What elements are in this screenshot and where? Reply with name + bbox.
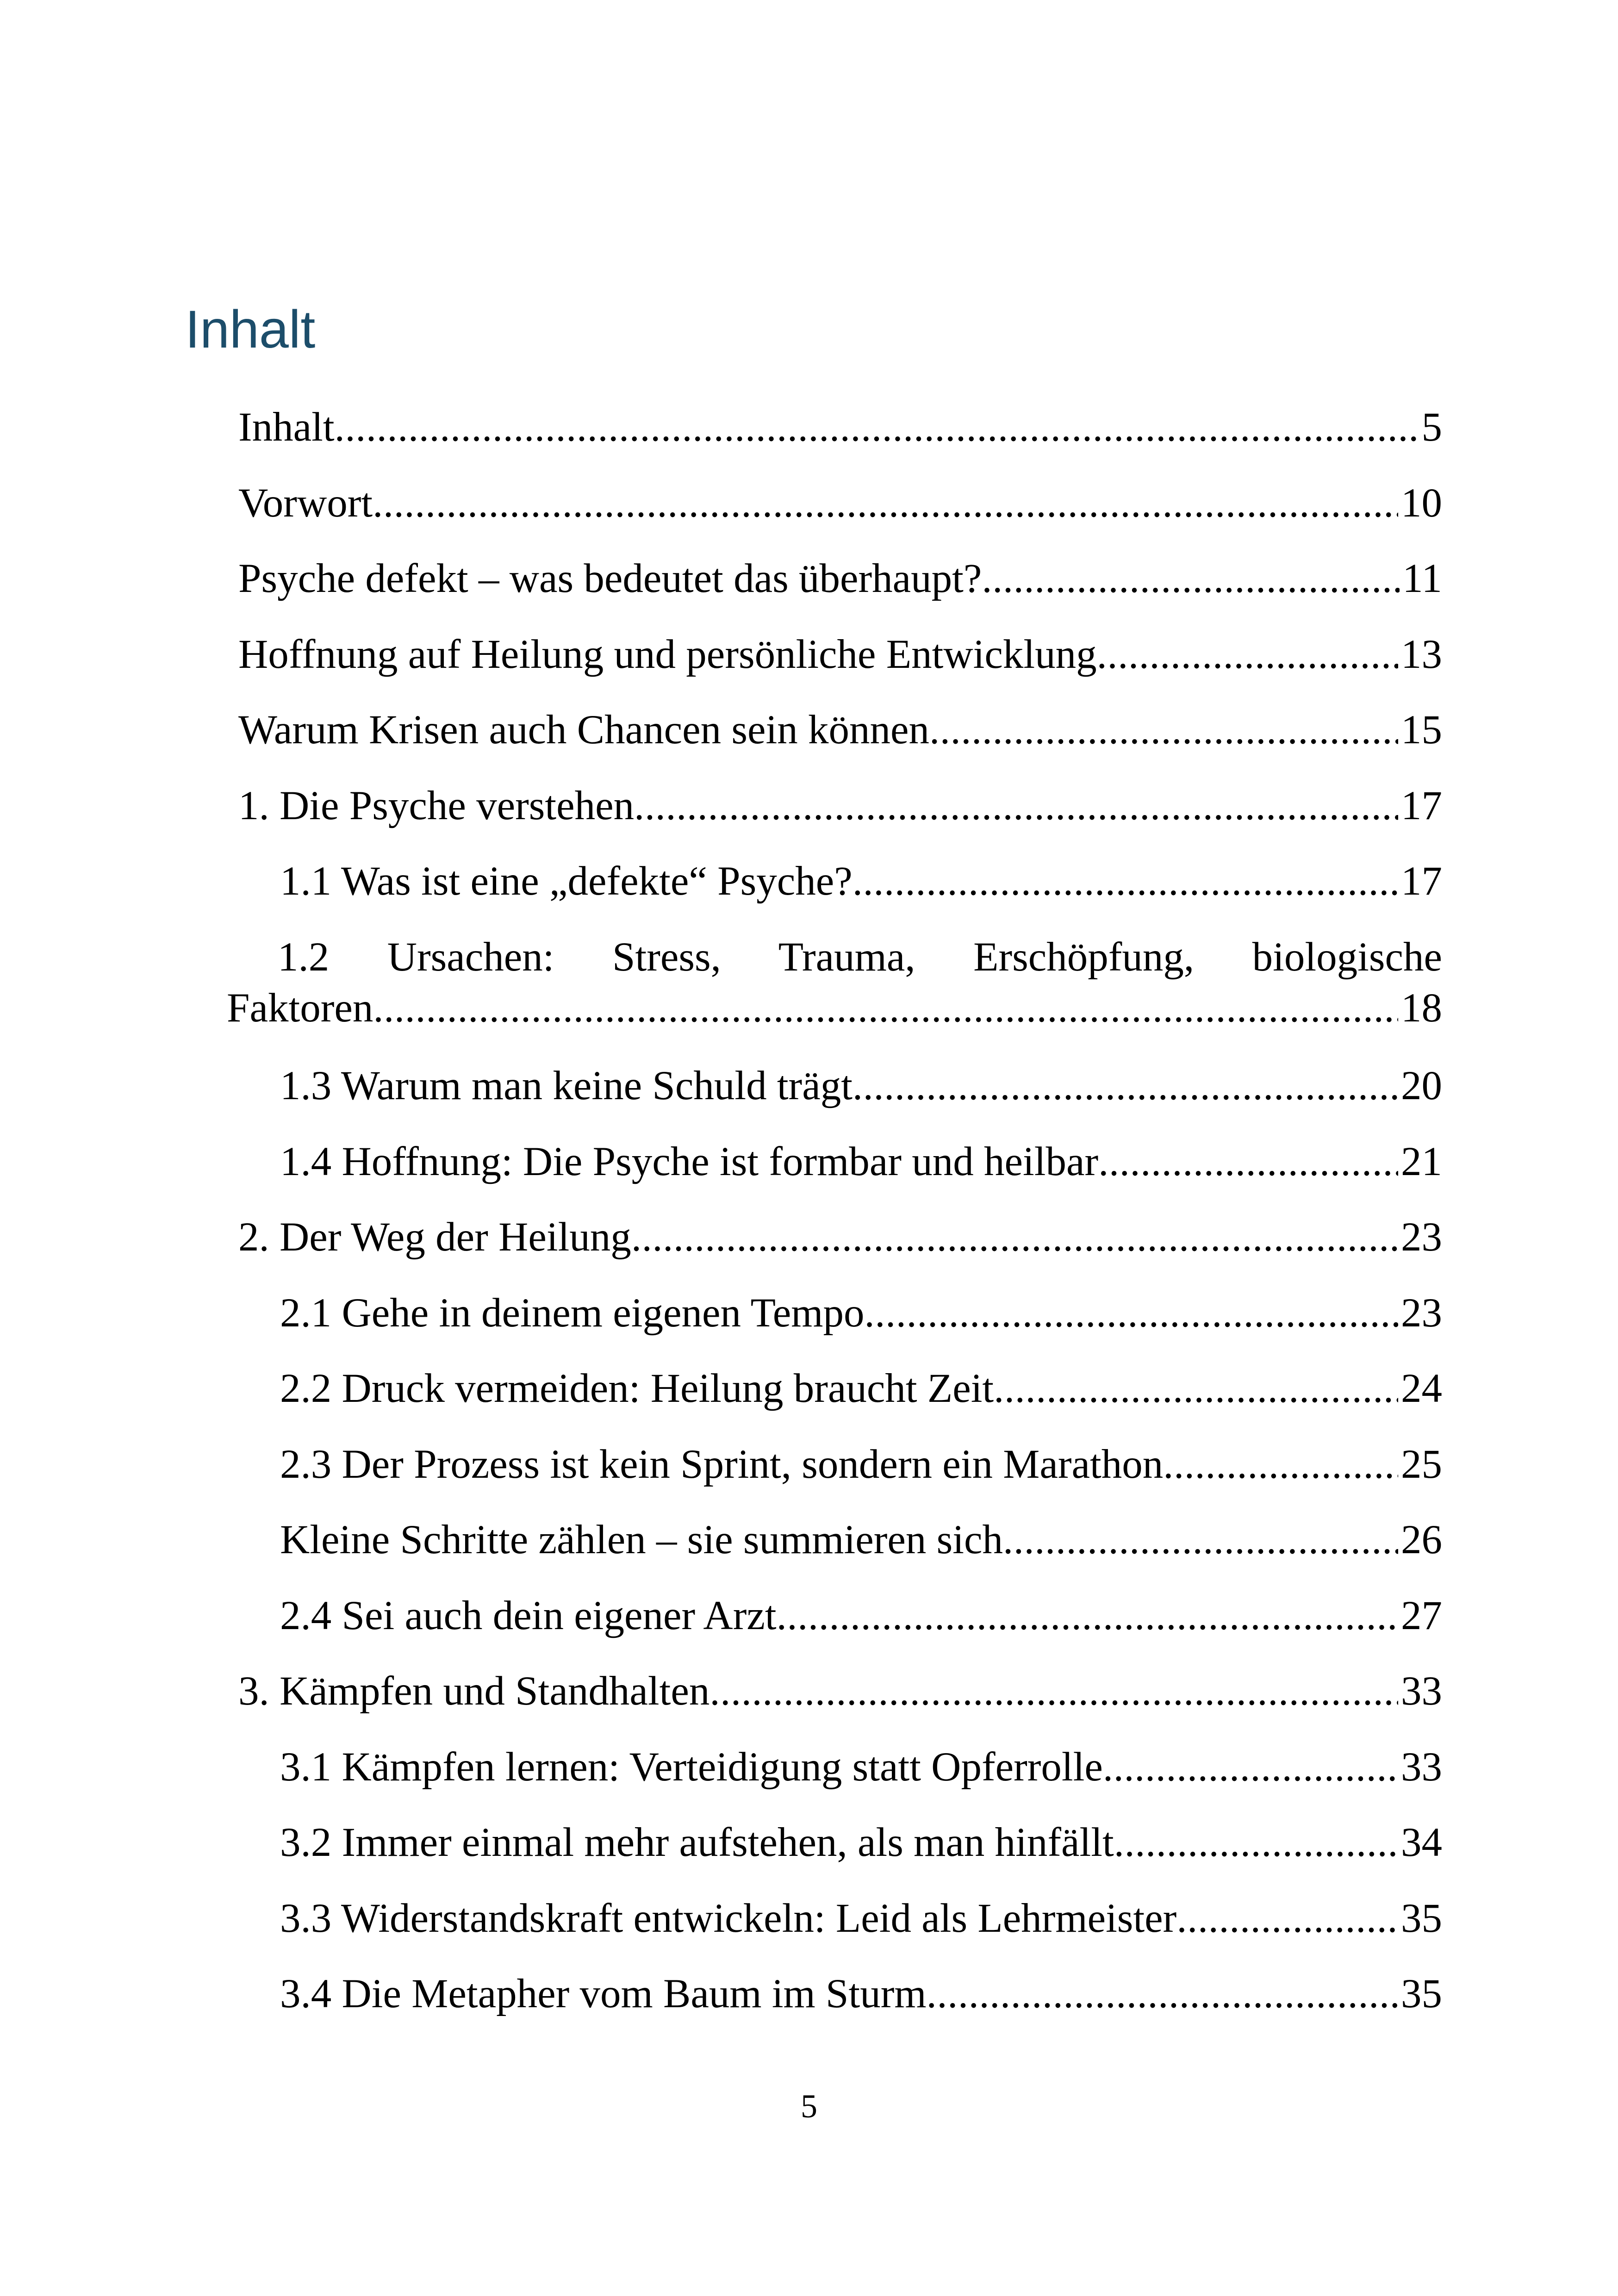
toc-entry[interactable] xyxy=(280,1742,1442,1792)
toc-entry[interactable] xyxy=(238,780,1442,831)
toc-entry[interactable] xyxy=(280,856,1442,907)
dot-leader xyxy=(777,1590,1398,1641)
toc-entry-title: Hoffnung auf Heilung und persönliche Entwicklung xyxy=(238,631,1097,677)
toc-entry-page: 23 xyxy=(1401,1214,1442,1260)
toc-entry-title: 2.1 Gehe in deinem eigenen Tempo xyxy=(280,1290,865,1336)
page-number: 5 xyxy=(801,2088,817,2125)
toc-entry[interactable] xyxy=(238,1212,1442,1263)
toc-entry-title: 1.1 Was ist eine „defekte“ Psyche? xyxy=(280,859,853,904)
dot-leader xyxy=(1097,629,1398,680)
dot-leader xyxy=(1114,1817,1398,1868)
toc-entry[interactable] xyxy=(238,704,1442,755)
toc-entry[interactable] xyxy=(280,1439,1442,1490)
dot-leader xyxy=(994,1363,1398,1414)
toc-entry-title: 3.4 Die Metapher vom Baum im Sturm xyxy=(280,1971,927,2016)
toc-entry[interactable] xyxy=(280,1060,1442,1111)
toc-entry-page: 23 xyxy=(1401,1290,1442,1336)
dot-leader xyxy=(1098,1136,1398,1187)
toc-entry[interactable] xyxy=(238,629,1442,680)
toc-entry-page: 24 xyxy=(1401,1366,1442,1411)
toc-entry-title: Vorwort xyxy=(238,480,373,526)
toc-entry-page: 35 xyxy=(1401,1971,1442,2016)
dot-leader xyxy=(1176,1893,1398,1944)
toc-entry[interactable] xyxy=(280,1514,1442,1565)
dot-leader xyxy=(1103,1742,1398,1792)
toc-entry-title: 3.3 Widerstandskraft entwickeln: Leid als Lehrmeister xyxy=(280,1895,1177,1941)
toc-entry[interactable] xyxy=(238,1666,1442,1717)
toc-entry-page: 5 xyxy=(1421,404,1442,450)
toc-entry-page: 13 xyxy=(1401,631,1442,677)
toc-heading: Inhalt xyxy=(185,300,316,359)
toc-entry-title: 1.3 Warum man keine Schuld trägt xyxy=(280,1063,853,1108)
toc-entry[interactable] xyxy=(280,1968,1442,2019)
toc-entry-page: 11 xyxy=(1402,556,1442,601)
toc-entry-page: 20 xyxy=(1401,1063,1442,1108)
dot-leader xyxy=(1003,1514,1398,1565)
toc-entry-page: 25 xyxy=(1401,1441,1442,1487)
toc-entry[interactable] xyxy=(238,402,1442,453)
toc-entry-title: Psyche defekt – was bedeutet das überhaupt? xyxy=(238,556,982,601)
toc-entry-title: 2.2 Druck vermeiden: Heilung braucht Zeit xyxy=(280,1366,994,1411)
dot-leader xyxy=(373,983,1398,1033)
toc-entry[interactable] xyxy=(280,1136,1442,1187)
toc-entry-title: Inhalt xyxy=(238,404,335,450)
dot-leader xyxy=(864,1288,1398,1338)
toc-entry-page: 17 xyxy=(1401,859,1442,904)
toc-entry-page: 27 xyxy=(1401,1593,1442,1638)
toc-entry-title: 2. Der Weg der Heilung xyxy=(238,1214,631,1260)
toc-entry-page: 18 xyxy=(1401,985,1442,1031)
toc-entry-page: 10 xyxy=(1401,480,1442,526)
toc-entry[interactable] xyxy=(238,478,1442,529)
dot-leader xyxy=(634,780,1398,831)
dot-leader xyxy=(853,1060,1398,1111)
toc-entry-title: 2.4 Sei auch dein eigener Arzt xyxy=(280,1593,777,1638)
toc-entry-title: 3.2 Immer einmal mehr aufstehen, als man hinfällt xyxy=(280,1820,1114,1865)
toc-entry-page: 33 xyxy=(1401,1668,1442,1714)
toc-entry-title: Warum Krisen auch Chancen sein können xyxy=(238,707,930,753)
toc-entry-title: 3. Kämpfen und Standhalten xyxy=(238,1668,710,1714)
dot-leader xyxy=(929,704,1398,755)
toc-entry-page: 15 xyxy=(1401,707,1442,753)
dot-leader xyxy=(1163,1439,1398,1490)
toc-entry-title: Kleine Schritte zählen – sie summieren sich xyxy=(280,1517,1003,1562)
toc-entry[interactable] xyxy=(280,1893,1442,1944)
toc-entry-title: 1. Die Psyche verstehen xyxy=(238,783,635,828)
toc-entry[interactable] xyxy=(238,553,1442,604)
toc-entry-title: 1.4 Hoffnung: Die Psyche ist formbar und heilbar xyxy=(280,1139,1099,1184)
toc-entry[interactable] xyxy=(280,1590,1442,1641)
toc-entry-title: 2.3 Der Prozess ist kein Sprint, sondern ein Marathon xyxy=(280,1441,1164,1487)
toc-entry[interactable] xyxy=(280,1288,1442,1338)
dot-leader xyxy=(927,1968,1398,2019)
toc-entry-title: 3.1 Kämpfen lernen: Verteidigung statt Opferrolle xyxy=(280,1744,1103,1790)
toc-entry-page: 17 xyxy=(1401,783,1442,828)
toc-entry-page: 26 xyxy=(1401,1517,1442,1562)
toc-entry-line xyxy=(227,983,1442,1033)
dot-leader xyxy=(982,553,1400,604)
toc-entry-title: 1.2 Ursachen: Stress, Trauma, Erschöpfung, biologische xyxy=(278,934,1442,980)
dot-leader xyxy=(335,402,1419,453)
toc-entry[interactable] xyxy=(280,1817,1442,1868)
toc-entry-page: 33 xyxy=(1401,1744,1442,1790)
toc-entry-page: 21 xyxy=(1401,1139,1442,1184)
toc-entry-page: 35 xyxy=(1401,1895,1442,1941)
toc-entry-title-continued: Faktoren xyxy=(227,985,373,1031)
dot-leader xyxy=(631,1212,1398,1263)
toc-entry-page: 34 xyxy=(1401,1820,1442,1865)
dot-leader xyxy=(709,1666,1398,1717)
dot-leader xyxy=(853,856,1398,907)
toc-entry[interactable] xyxy=(280,1363,1442,1414)
dot-leader xyxy=(373,478,1398,529)
toc-entry[interactable] xyxy=(227,932,1442,1034)
